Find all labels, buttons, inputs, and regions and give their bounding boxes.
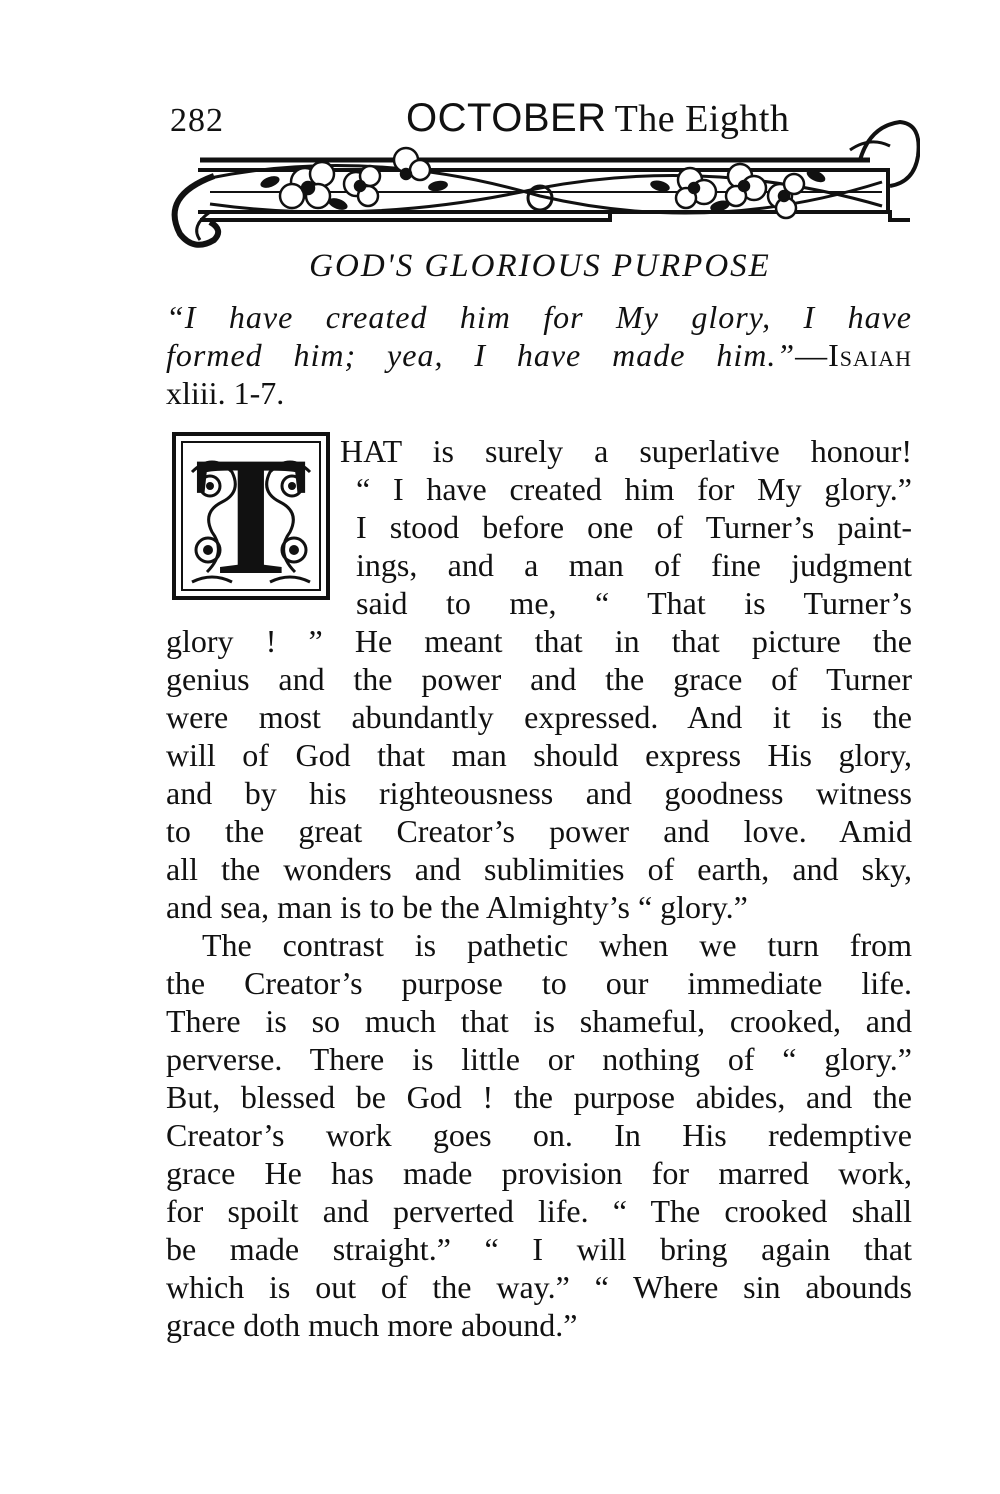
text-line: be made straight.” “ I will bring again that (166, 1231, 912, 1267)
floral-vine-ornament-icon (170, 116, 920, 256)
running-head-month: OCTOBER (406, 96, 607, 140)
epigraph (166, 298, 912, 412)
text-line: said to me, “ That is Turner’s (356, 585, 912, 621)
text-line: grace doth much more abound.” (166, 1307, 578, 1343)
epigraph-quote: “I have created him for My glory, I have (166, 299, 912, 335)
text-line: and sea, man is to be the Almighty’s “ glory.” (166, 889, 748, 925)
page-number: 282 (170, 102, 224, 139)
text-line: the Creator’s purpose to our immediate life. (166, 965, 912, 1001)
epigraph-quote: formed him; yea, I have made him.” (166, 337, 796, 373)
epigraph-line (166, 336, 912, 374)
text-line: There is so much that is shameful, crooked, and (166, 1003, 912, 1039)
epigraph-line (166, 298, 912, 336)
text-line: grace He has made provision for marred work, (166, 1155, 912, 1191)
text-line: for spoilt and perverted life. “ The crooked shall (166, 1193, 912, 1229)
text-line: to the great Creator’s power and love. Amid (166, 813, 912, 849)
epigraph-reference: xliii. 1-7. (166, 375, 285, 411)
epigraph-attribution: —Isaiah (795, 337, 912, 373)
text-line: But, blessed be God ! the purpose abides, and the (166, 1079, 912, 1115)
text-line: and by his righteousness and goodness witness (166, 775, 912, 811)
text-line: glory ! ” He meant that in that picture the (166, 623, 912, 659)
page-title: GOD'S GLORIOUS PURPOSE (309, 248, 771, 284)
text-line: “ I have created him for My glory.” (356, 471, 912, 507)
drop-cap (172, 422, 330, 610)
text-line: HAT is surely a superlative honour! (340, 433, 912, 469)
text-line: were most abundantly expressed. And it is the (166, 699, 912, 735)
running-head-day: The Eighth (614, 98, 790, 140)
text-line: genius and the power and the grace of Turner (166, 661, 912, 697)
text-line: Creator’s work goes on. In His redemptive (166, 1117, 912, 1153)
text-line: will of God that man should express His glory, (166, 737, 912, 773)
text-line: I stood before one of Turner’s paint- (356, 509, 912, 545)
drop-cap-letter: T (194, 422, 308, 610)
text-line: all the wonders and sublimities of earth, and sky, (166, 851, 912, 887)
text-line: ings, and a man of fine judgment (356, 547, 912, 583)
text-line: which is out of the way.” “ Where sin abounds (166, 1269, 912, 1305)
text-line: The contrast is pathetic when we turn from (202, 927, 912, 963)
text-line: perverse. There is little or nothing of “ glory.” (166, 1041, 912, 1077)
